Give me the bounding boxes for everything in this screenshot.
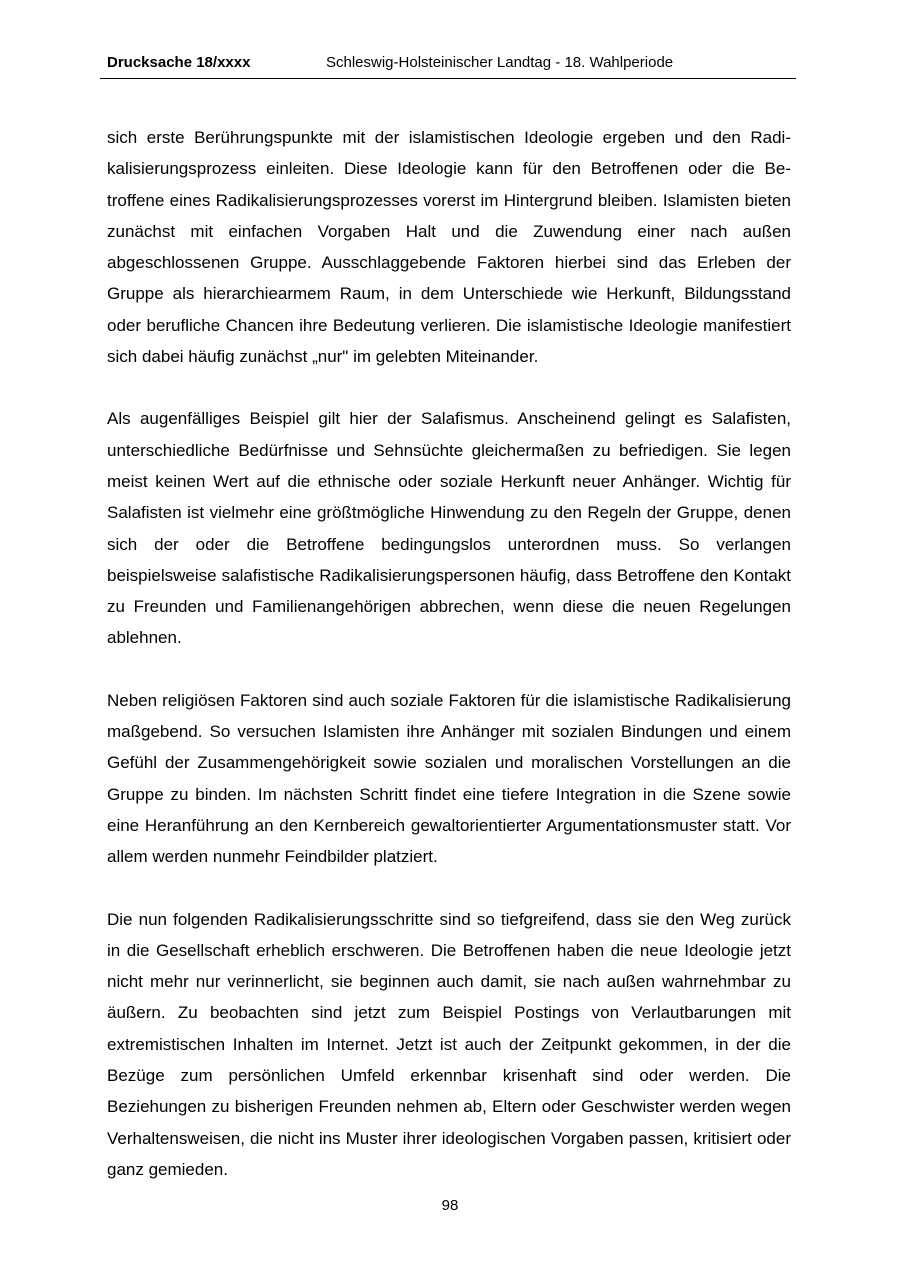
paragraph-1: sich erste Berührungspunkte mit der islamistischen Ideologie ergeben und den Radikalisierungsprozess einleiten. Diese Ideologie kann für den Betroffenen oder die Betroffene eines Radikalisierungsprozesses vorerst im Hintergrund bleiben. Islamisten bieten zunächst mit einfachen Vorgaben Halt und die Zuwendung einer nach außen abgeschlossenen Gruppe. Ausschlaggebende Faktoren hierbei sind das Erleben der Gruppe als hierarchiearmem Raum, in dem Unterschiede wie Herkunft, Bildungsstand oder berufliche Chancen ihre Bedeutung verlieren. Die islamistische Ideologie manifestiert sich dabei häufig zunächst „nur" im gelebten Miteinander. — [107, 128, 791, 367]
page-header — [100, 50, 796, 79]
document-number: Drucksache 18/xxxx — [107, 54, 251, 71]
paragraph-3: Neben religiösen Faktoren sind auch soziale Faktoren für die islamistische Radikalisierung maßgebend. So versuchen Islamisten ihre Anhänger mit sozialen Bindungen und einem Gefühl der Zusammengehörigkeit sowie sozialen und moralischen Vorstellungen an die Gruppe zu binden. Im nächsten Schritt findet eine tiefere Integration in die Szene sowie eine Heranführung an den Kernbereich gewaltorientierter Argumentationsmuster statt. Vor allem werden nunmehr Feindbilder platziert. — [107, 690, 791, 867]
paragraph-4: Die nun folgenden Radikalisierungsschritte sind so tiefgreifend, dass sie den Weg zurück in die Gesellschaft erheblich erschweren. Die Betroffenen haben die neue Ideologie jetzt nicht mehr nur verinnerlicht, sie beginnen auch damit, sie nach außen wahrnehmbar zu äußern. Zu beobachten sind jetzt zum Beispiel Postings von Verlautbarungen mit extremistischen Inhalten im Internet. Jetzt ist auch der Zeitpunkt gekommen, in der die Bezüge zum persönlichen Umfeld erkennbar krisenhaft sind oder werden. Die Beziehungen zu bisherigen Freunden nehmen ab, Eltern oder Geschwister werden wegen Verhaltensweisen, die nicht ins Muster ihrer ideologischen Vorgaben passen, kritisiert oder ganz gemieden. — [107, 909, 791, 1179]
paragraph-2: Als augenfälliges Beispiel gilt hier der Salafismus. Anscheinend gelingt es Salafisten, unterschiedliche Bedürfnisse und Sehnsüchte gleichermaßen zu befriedigen. Sie legen meist keinen Wert auf die ethnische oder soziale Herkunft neuer Anhänger. Wichtig für Salafisten ist vielmehr eine größtmögliche Hinwendung zu den Regeln der Gruppe, denen sich der oder die Betroffene bedingungslos unterordnen muss. So verlangen beispielsweise salafistische Radikalisierungspersonen häufig, dass Betroffene den Kontakt zu Freunden und Familienangehörigen abbrechen, wenn diese die neuen Regelungen ablehnen. — [107, 409, 791, 648]
parliament-title: Schleswig-Holsteinischer Landtag - 18. Wahlperiode — [326, 54, 674, 71]
body-text — [107, 122, 791, 1216]
page-number: 98 — [441, 1197, 459, 1214]
